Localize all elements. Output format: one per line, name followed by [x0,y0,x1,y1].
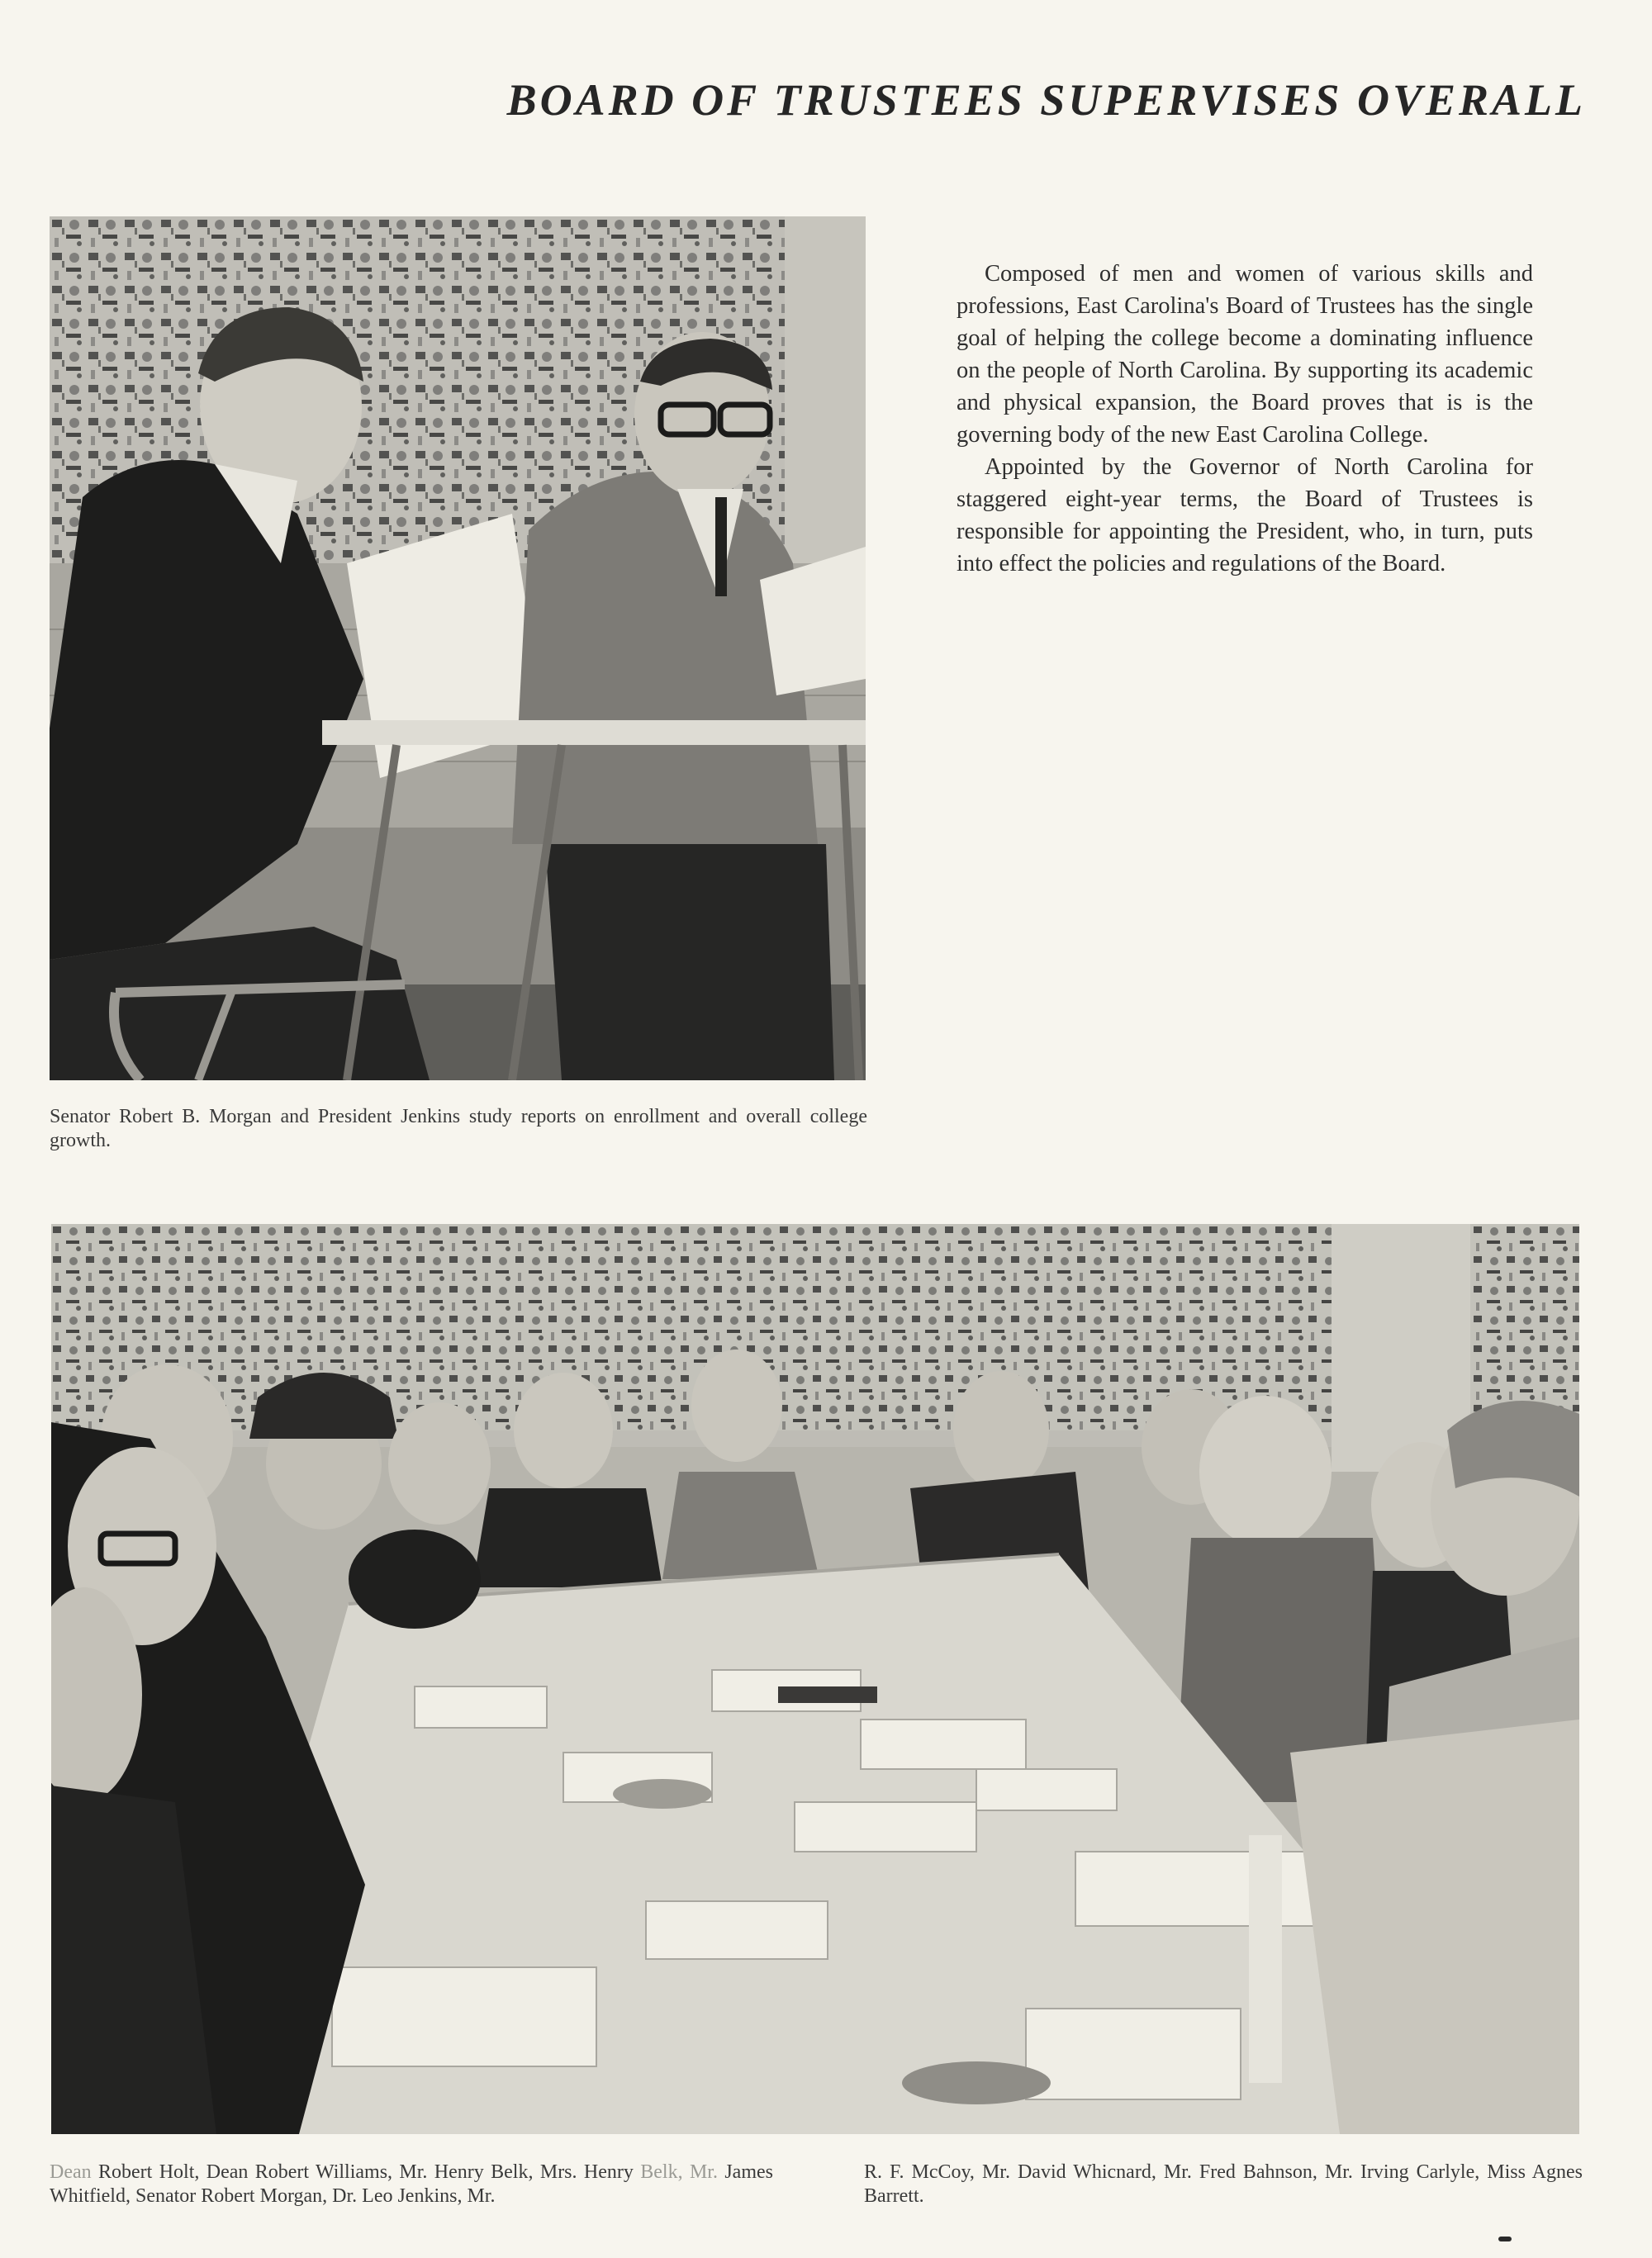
article-paragraph: Appointed by the Governor of North Carolina for staggered eight-year terms, the Board of Trustees is responsible for appointing the President, who, in turn, puts into effect the policies and regulations of the Board. [957,454,1533,576]
caption-text: Robert Holt, Dean Robert Williams, Mr. Henry Belk, Mrs. Henry [91,2161,641,2183]
caption-faded-text: Belk, Mr. [640,2161,718,2183]
caption-text: James Whitfield, Senator Robert Morgan, Dr. Leo Jenkins, Mr. [50,2161,773,2207]
photo-board-meeting [51,1224,1579,2134]
article-paragraph: Composed of men and women of various skills and professions, East Carolina's Board of Trustees has the single goal of helping the college become a dominating influence on the people of North Carolina. By supporting its academic and physical expansion, the Board proves that is is the governing body of the new East Carolina College. [957,261,1533,448]
caption-faded-text: Dean [50,2161,92,2183]
bottom-photo-caption-left [50,2161,773,2208]
bottom-photo-caption-right: R. F. McCoy, Mr. David Whicnard, Mr. Fred Bahnson, Mr. Irving Carlyle, Miss Agnes Barrett. [864,2161,1583,2207]
article-body [957,258,1533,580]
top-photo-caption: Senator Robert B. Morgan and President Jenkins study reports on enrollment and overall college growth. [50,1106,867,1151]
page-title: BOARD OF TRUSTEES SUPERVISES OVERALL [506,75,1586,125]
photo-morgan-and-jenkins [50,216,866,1080]
page-ink-mark [1498,2237,1512,2241]
